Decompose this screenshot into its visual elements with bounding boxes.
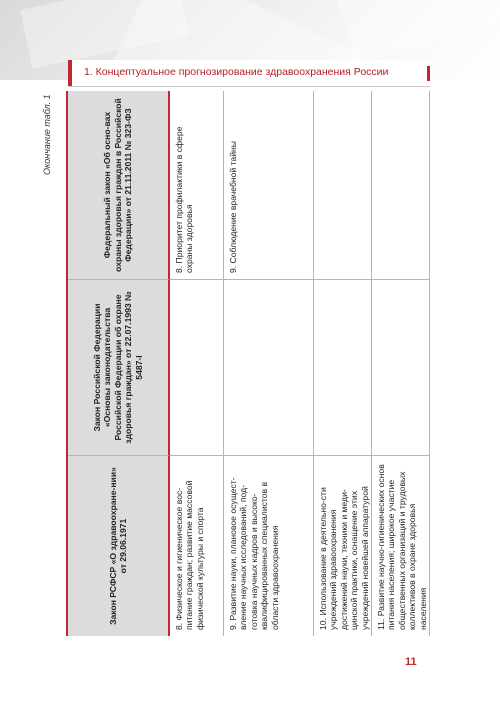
header-accent-bar [68, 60, 72, 86]
table-cell [314, 91, 372, 279]
chapter-header [68, 60, 430, 87]
table-cell [372, 91, 430, 279]
table-cell: 10. Использование в деятельно-сти учреждений здравоохранения достижений науки, техники и меди-цинской практики, оснащение этих учреждений новейшей аппаратурой [314, 455, 372, 636]
table-header-cell: Федеральный закон «Об осно-вах охраны здоровья граждан в Российской Федерации» от 21.11.2011 № 323-ФЗ [68, 91, 170, 279]
table-continuation-note: Окончание табл. 1 [42, 94, 52, 175]
table-cell: 9. Развитие науки, плановое осущест-вление научных исследований, под-готовка научных кадров и высоко-квалифицированных специалистов в области здравоохранения [224, 455, 314, 636]
table-cell [314, 279, 372, 455]
table-header-cell: Закон Российской Федерации «Основы законодательства Российской Федерации об охране здоровья граждан» от 22.07.1993 № 5487-I [68, 279, 170, 455]
table-cell [170, 279, 224, 455]
table-cell: 8. Физическое и гигиеническое вос-питание граждан; развитие массовой физической культуры и спорта [170, 455, 224, 636]
table-cell: 8. Приоритет профилактики в сфере охраны здоровья [170, 91, 224, 279]
table-cell [224, 279, 314, 455]
table-cell: 9. Соблюдение врачебной тайны [224, 91, 314, 279]
table-cell: 11. Развитие научно-гигиенических основ питания населения; широкое участие общественных организаций и трудовых коллективов в охране здоровья населения [372, 455, 430, 636]
law-comparison-table [68, 91, 430, 636]
rotated-table-container [68, 91, 430, 636]
page-number: 11 [405, 656, 417, 668]
chapter-title: 1. Концептуальное прогнозирование здравоохранения России [84, 66, 389, 78]
header-accent-right [427, 66, 430, 81]
table-cell [372, 279, 430, 455]
table-header-cell: Закон РСФСР «О здравоохране-нии» от 29.06.1971 [68, 455, 170, 636]
